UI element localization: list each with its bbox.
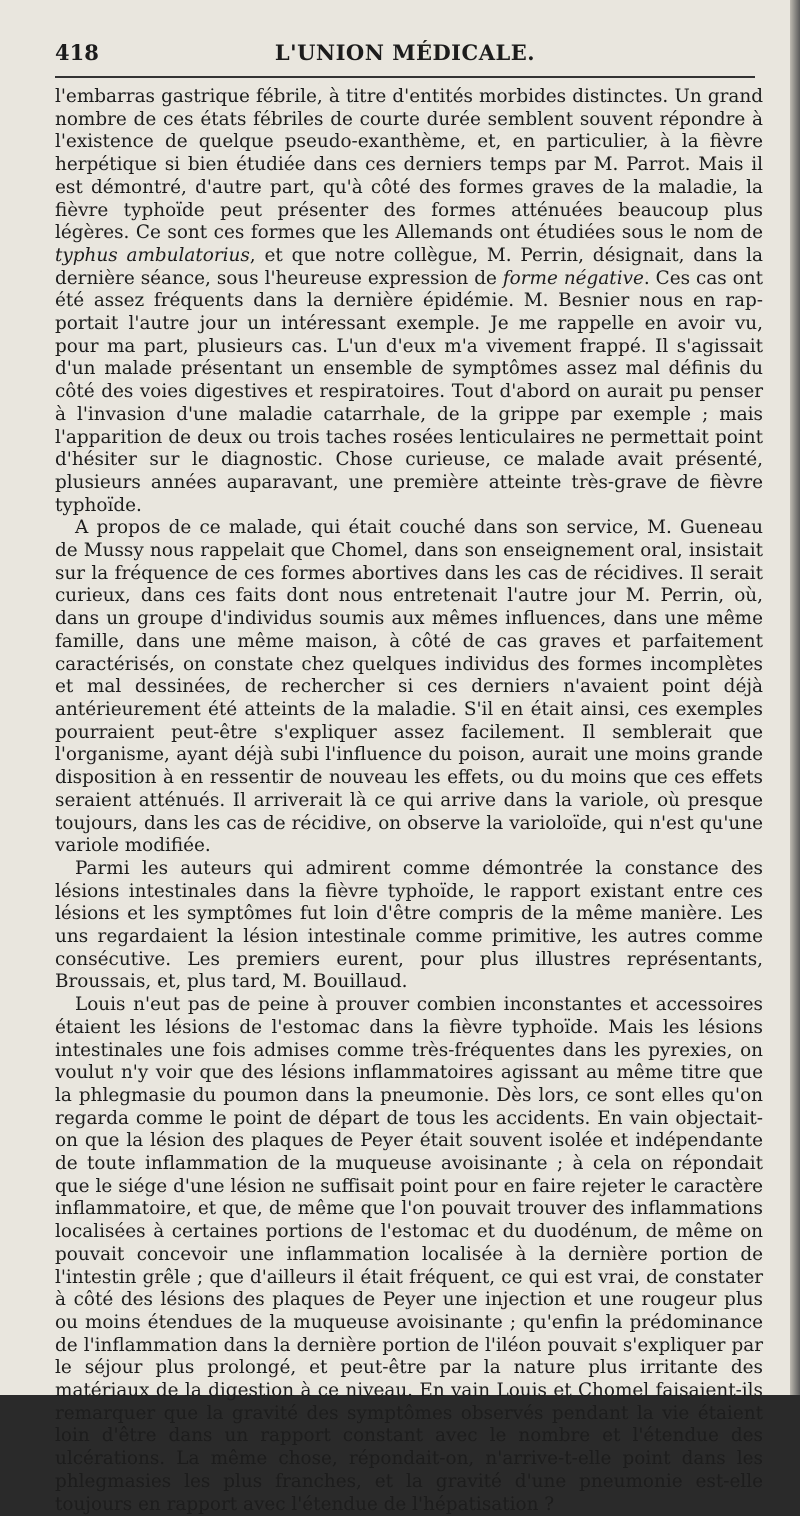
text-segment: A propos de ce malade, qui était couché dans son service, M. Gueneau de Mussy nous rappelait que Chomel, dans son enseignement oral, insistait sur la fréquence de ces formes abortives dans les cas de récidives. Il serait curieux, dans ces faits dont nous entretenait l'autre jour M. Perrin, où, dans un groupe d'individus soumis aux mêmes influences, dans une même famille, dans une même maison, à côté de cas graves et parfaitement caractérisés, on constate chez quelques individus des formes incomplètes et mal dessinées, de rechercher si ces derniers n'avaient point déjà antérieurement été atteints de la maladie. S'il en était ainsi, ces exemples pourraient peut-être s'expliquer assez facilement. Il semblerait que l'organisme, ayant déjà subi l'influence du poison, aurait une moins grande disposition à en ressentir de nouveau les effets, ou du moins que ces effets seraient atténués. Il arriverait là ce qui arrive dans la variole, où presque toujours, dans les cas de récidive, on observe la varioloïde, qui n'est qu'une variole modifiée. bbox=[55, 517, 763, 857]
text-segment: Parmi les auteurs qui admirent comme démontrée la constance des lésions intestinales dans la fièvre typhoïde, le rapport existant entre ces lésions et les symptômes fut loin d'être compris de la même manière. Les uns regardaient la lésion intestinale comme primitive, les autres comme consécutive. Les premiers eurent, pour plus illustres représentants, Broussais, et, plus tard, M. Bouillaud. bbox=[55, 857, 763, 993]
header-rule bbox=[55, 76, 755, 78]
text-segment: Louis n'eut pas de peine à prouver combien inconstantes et accessoires étaient les lésions de l'estomac dans la fièvre typhoïde. Mais les lésions intestinales une fois admises comme très-fréquentes dans les pyrexies, on voulut n'y voir que des lésions inflammatoires agissant au même titre que la phlegmasie du poumon dans la pneumonie. Dès lors, ce sont elles qu'on regarda comme le point de départ de tous les accidents. En vain objectait-on que la lésion des plaques de Peyer était souvent isolée et indépendante de toute inflammation de la muqueuse avoisinante ; à cela on répondait que le siége d'une lésion ne suffisait point pour en faire rejeter le caractère inflammatoire, et que, de même que l'on pouvait trouver des inflammations localisées à certaines portions de l'estomac et du duodénum, de même on pouvait concevoir une inflammation localisée à la dernière portion de l'intestin grêle ; que d'ailleurs il était fréquent, ce qui est vrai, de constater à côté des lésions des plaques de Peyer une injection et une rougeur plus ou moins étendues de la muqueuse avoisinante ; qu'enfin la prédominance de l'inflammation dans la dernière portion de l'iléon pouvait s'expliquer par le séjour plus prolongé, et peut-être par la nature plus irritante des matériaux de la digestion à ce niveau. En vain Louis et Chomel faisaient-ils remarquer que la gravité des symptômes observés pendant la vie étaient loin d'être dans un rapport constant avec le nombre et l'étendue des ulcérations. La même chose, répondait-on, n'arrive-t-elle point dans les phlegmasies les plus franches, et la gravité d'une pneumonie est-elle toujours en rapport avec l'étendue de l'hépatisation ? bbox=[55, 994, 763, 1515]
text-segment: . Ces cas ont été assez fréquents dans la dernière épidémie. M. Besnier nous en rapportait l'autre jour un intéressant exemple. Je me rappelle en avoir vu, pour ma part, plusieurs cas. L'un d'eux m'a vivement frappé. Il s'agissait d'un malade présentant un ensemble de symptômes assez mal définis du côté des voies digestives et respiratoires. Tout d'abord on aurait pu penser à l'invasion d'une maladie catarrhale, de la grippe par exemple ; mais l'apparition de deux ou trois taches rosées lenticulaires ne permettait point d'hésiter sur le diagnostic. Chose curieuse, ce malade avait présenté, plusieurs années auparavant, une première atteinte très-grave de fièvre typhoïde. bbox=[55, 267, 763, 516]
paragraph bbox=[55, 994, 763, 1516]
text-segment: l'embarras gastrique fébrile, à titre d'entités morbides distinctes. Un grand nombre de ces états fébriles de courte durée semblent souvent répondre à l'existence de quelque pseudo-exanthème, et, en particulier, à la fièvre herpétique si bien étudiée dans ces derniers temps par M. Parrot. Mais il est démontré, d'autre part, qu'à côté des formes graves de la maladie, la fièvre typhoïde peut présenter des formes atténuées beaucoup plus légères. Ce sont ces formes que les Allemands ont étudiées sous le nom de bbox=[55, 86, 763, 244]
body-text bbox=[55, 86, 763, 1516]
text-segment: , et que notre collègue, M. Perrin, désignait, dans la dernière séance, sous l'heureuse expression de bbox=[55, 244, 763, 289]
page-header bbox=[55, 40, 755, 74]
page-edge-shadow bbox=[790, 0, 800, 1395]
paragraph bbox=[55, 858, 763, 994]
italic-text: forme négative bbox=[502, 267, 644, 289]
paragraph bbox=[55, 86, 763, 517]
paragraph bbox=[55, 517, 763, 858]
running-title: L'UNION MÉDICALE. bbox=[274, 40, 536, 65]
page-number: 418 bbox=[55, 40, 99, 65]
italic-text: typhus ambulatorius bbox=[55, 244, 250, 266]
